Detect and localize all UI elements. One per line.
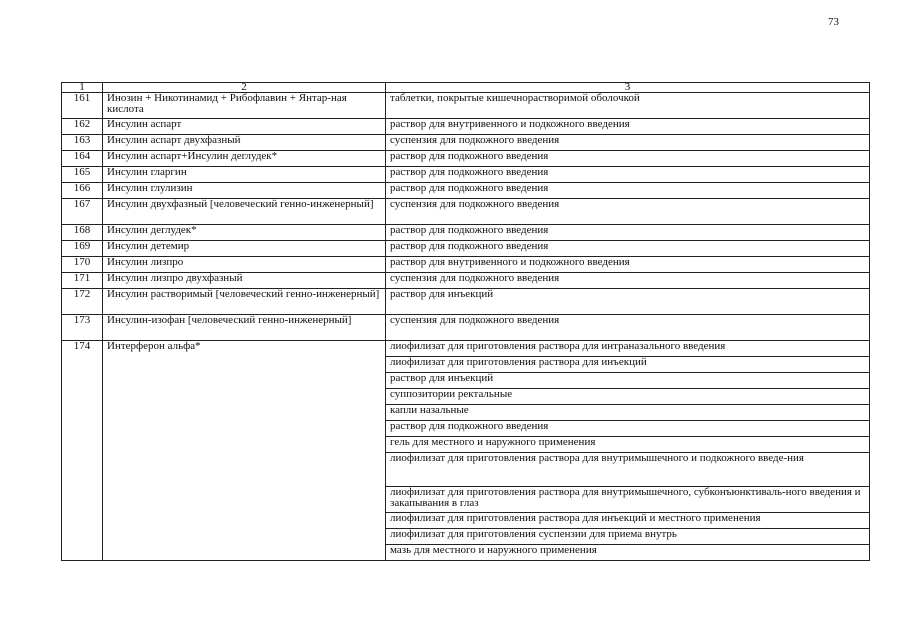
drug-name: Инсулин аспарт+Инсулин деглудек* <box>103 151 386 167</box>
row-number: 172 <box>62 289 103 315</box>
dosage-form: раствор для подкожного введения <box>386 241 870 257</box>
dosage-form: раствор для внутривенного и подкожного введения <box>386 257 870 273</box>
dosage-form: лиофилизат для приготовления раствора для интраназального введения <box>386 341 870 357</box>
table-row <box>62 183 870 199</box>
dosage-form: лиофилизат для приготовления раствора для внутримышечного и подкожного введе-ния <box>386 453 870 487</box>
table-row <box>62 273 870 289</box>
dosage-form: гель для местного и наружного применения <box>386 437 870 453</box>
row-number: 161 <box>62 93 103 119</box>
table-row <box>62 289 870 315</box>
row-number: 169 <box>62 241 103 257</box>
row-number: 164 <box>62 151 103 167</box>
table-row <box>62 225 870 241</box>
table-row <box>62 135 870 151</box>
column-header-1: 1 <box>62 83 103 93</box>
dosage-form: суспензия для подкожного введения <box>386 135 870 151</box>
drug-name: Инсулин гларгин <box>103 167 386 183</box>
drug-name: Инсулин глулизин <box>103 183 386 199</box>
drug-name: Инсулин растворимый [человеческий генно-инженерный] <box>103 289 386 315</box>
page-number: 73 <box>828 16 839 28</box>
row-number: 173 <box>62 315 103 341</box>
drug-name: Инсулин двухфазный [человеческий генно-инженерный] <box>103 199 386 225</box>
dosage-form: раствор для подкожного введения <box>386 183 870 199</box>
table-row <box>62 341 870 357</box>
dosage-form: раствор для подкожного введения <box>386 225 870 241</box>
dosage-form: суспензия для подкожного введения <box>386 315 870 341</box>
row-number: 174 <box>62 341 103 561</box>
drug-name: Инсулин-изофан [человеческий генно-инженерный] <box>103 315 386 341</box>
row-number: 171 <box>62 273 103 289</box>
table-row <box>62 151 870 167</box>
dosage-form: раствор для подкожного введения <box>386 151 870 167</box>
drug-forms-table <box>61 82 870 561</box>
drug-name: Инсулин деглудек* <box>103 225 386 241</box>
row-number: 168 <box>62 225 103 241</box>
row-number: 162 <box>62 119 103 135</box>
dosage-form: раствор для инъекций <box>386 289 870 315</box>
dosage-form: таблетки, покрытые кишечнорастворимой оболочкой <box>386 93 870 119</box>
dosage-form: лиофилизат для приготовления раствора для инъекций <box>386 357 870 373</box>
dosage-form: раствор для инъекций <box>386 373 870 389</box>
dosage-form: суппозитории ректальные <box>386 389 870 405</box>
table-row <box>62 315 870 341</box>
column-header-3: 3 <box>386 83 870 93</box>
table-row <box>62 257 870 273</box>
table-header-row <box>62 83 870 93</box>
dosage-form: лиофилизат для приготовления раствора для внутримышечного, субконъюнктиваль-ного введения и закапывания в глаз <box>386 487 870 513</box>
drug-name: Инсулин лизпро двухфазный <box>103 273 386 289</box>
dosage-form: раствор для внутривенного и подкожного введения <box>386 119 870 135</box>
column-header-2: 2 <box>103 83 386 93</box>
dosage-form: капли назальные <box>386 405 870 421</box>
row-number: 170 <box>62 257 103 273</box>
drug-name: Инозин + Никотинамид + Рибофлавин + Янтар-ная кислота <box>103 93 386 119</box>
dosage-form: суспензия для подкожного введения <box>386 273 870 289</box>
dosage-form: мазь для местного и наружного применения <box>386 545 870 561</box>
row-number: 167 <box>62 199 103 225</box>
table-row <box>62 93 870 119</box>
dosage-form: раствор для подкожного введения <box>386 421 870 437</box>
dosage-form: суспензия для подкожного введения <box>386 199 870 225</box>
row-number: 165 <box>62 167 103 183</box>
table-row <box>62 119 870 135</box>
table-row <box>62 199 870 225</box>
drug-name: Интерферон альфа* <box>103 341 386 561</box>
drug-name: Инсулин детемир <box>103 241 386 257</box>
dosage-form: раствор для подкожного введения <box>386 167 870 183</box>
drug-name: Инсулин аспарт <box>103 119 386 135</box>
row-number: 163 <box>62 135 103 151</box>
drug-name: Инсулин лизпро <box>103 257 386 273</box>
table-row <box>62 167 870 183</box>
drug-name: Инсулин аспарт двухфазный <box>103 135 386 151</box>
dosage-form: лиофилизат для приготовления раствора для инъекций и местного применения <box>386 513 870 529</box>
table-row <box>62 241 870 257</box>
row-number: 166 <box>62 183 103 199</box>
dosage-form: лиофилизат для приготовления суспензии для приема внутрь <box>386 529 870 545</box>
